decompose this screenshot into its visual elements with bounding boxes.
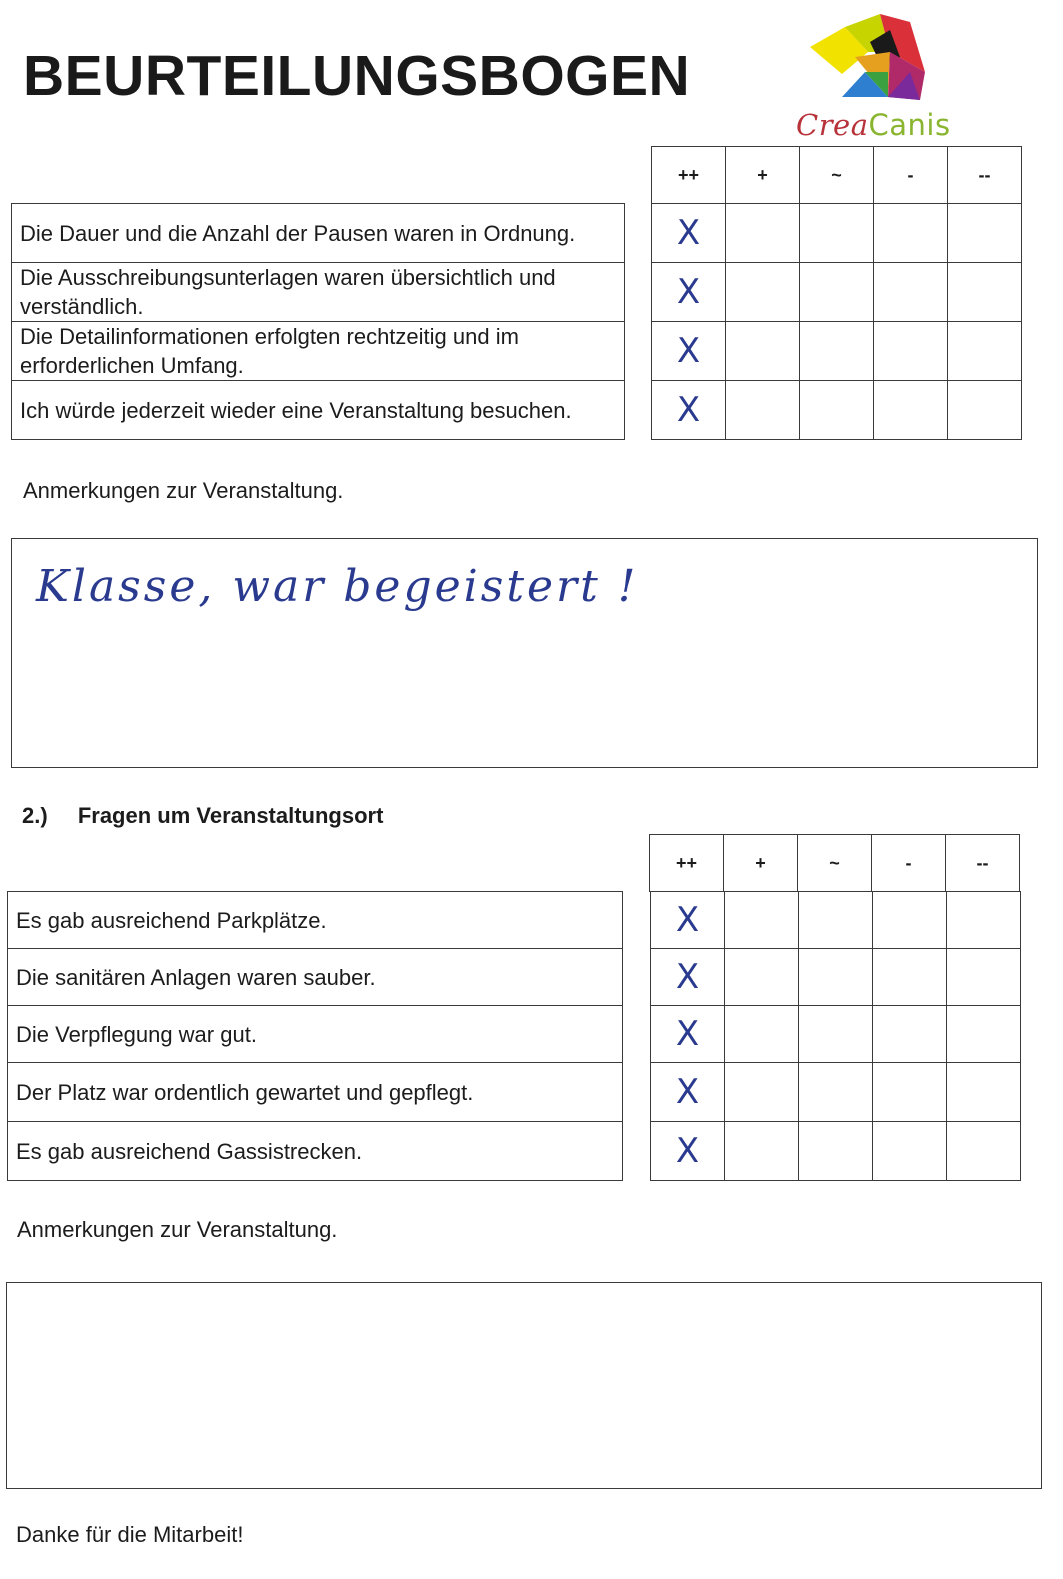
rating-cell[interactable] [725, 949, 799, 1006]
remarks-box-2[interactable] [6, 1282, 1042, 1489]
question-table-2 [7, 891, 623, 1181]
rating-header-cell: ~ [800, 147, 874, 204]
section-title: Fragen um Veranstaltungsort [77, 803, 384, 828]
handwritten-x-mark: X [675, 1014, 700, 1054]
rating-cell[interactable] [874, 263, 948, 322]
rating-cell[interactable] [725, 1006, 799, 1063]
logo-text-crea: Crea [796, 108, 869, 142]
remarks-box-1[interactable] [11, 538, 1038, 768]
rating-cell-selected[interactable] [652, 381, 726, 440]
rating-cell[interactable] [948, 381, 1022, 440]
question-cell: Die Dauer und die Anzahl der Pausen waren in Ordnung. [12, 204, 625, 263]
rating-cell[interactable] [873, 1006, 947, 1063]
rating-header-1 [651, 146, 1022, 204]
question-cell: Der Platz war ordentlich gewartet und gepflegt. [8, 1063, 623, 1122]
question-cell: Die Detailinformationen erfolgten rechtzeitig und im erforderlichen Umfang. [12, 322, 625, 381]
rating-header-cell: ++ [650, 835, 724, 892]
rating-header-cell: -- [948, 147, 1022, 204]
page-title: BEURTEILUNGSBOGEN [23, 44, 691, 108]
rating-cell[interactable] [873, 1063, 947, 1122]
rating-cell[interactable] [947, 949, 1021, 1006]
rating-header-cell: - [874, 147, 948, 204]
rating-cell[interactable] [947, 892, 1021, 949]
rating-grid-2 [650, 891, 1021, 1181]
rating-cell[interactable] [800, 204, 874, 263]
rating-cell[interactable] [726, 322, 800, 381]
handwritten-x-mark: X [676, 272, 701, 312]
handwritten-x-mark: X [676, 331, 701, 371]
question-cell: Es gab ausreichend Parkplätze. [8, 892, 623, 949]
handwritten-x-mark: X [676, 213, 701, 253]
rating-cell[interactable] [725, 1063, 799, 1122]
rating-cell[interactable] [799, 1063, 873, 1122]
thanks-text: Danke für die Mitarbeit! [16, 1522, 244, 1547]
rating-cell[interactable] [948, 204, 1022, 263]
rating-header-cell: ++ [652, 147, 726, 204]
rating-cell[interactable] [874, 322, 948, 381]
rating-cell[interactable] [948, 322, 1022, 381]
rating-cell[interactable] [948, 263, 1022, 322]
question-cell: Die Ausschreibungsunterlagen waren übersichtlich und verständlich. [12, 263, 625, 322]
rating-header-2 [649, 834, 1020, 892]
rating-cell[interactable] [800, 381, 874, 440]
rating-cell-selected[interactable] [652, 204, 726, 263]
rating-cell[interactable] [725, 1122, 799, 1181]
rating-cell[interactable] [799, 892, 873, 949]
handwritten-x-mark: X [675, 900, 700, 940]
handwritten-x-mark: X [676, 390, 701, 430]
rating-cell[interactable] [800, 263, 874, 322]
handwritten-x-mark: X [675, 957, 700, 997]
rating-header-cell: ~ [798, 835, 872, 892]
rating-cell[interactable] [799, 1006, 873, 1063]
rating-cell[interactable] [726, 204, 800, 263]
rating-cell-selected[interactable] [651, 1006, 725, 1063]
logo-text [796, 108, 951, 142]
rating-cell[interactable] [725, 892, 799, 949]
remarks-label-2: Anmerkungen zur Veranstaltung. [17, 1217, 338, 1242]
rating-header-cell: + [724, 835, 798, 892]
question-cell: Ich würde jederzeit wieder eine Veranstaltung besuchen. [12, 381, 625, 440]
question-cell: Die sanitären Anlagen waren sauber. [8, 949, 623, 1006]
rating-cell[interactable] [947, 1122, 1021, 1181]
question-cell: Es gab ausreichend Gassistrecken. [8, 1122, 623, 1181]
rating-cell-selected[interactable] [651, 1063, 725, 1122]
logo-text-canis: Canis [868, 108, 951, 142]
rating-cell-selected[interactable] [651, 892, 725, 949]
handwritten-x-mark: X [675, 1131, 700, 1171]
rating-header-cell: + [726, 147, 800, 204]
rating-grid-1 [651, 203, 1022, 440]
rating-cell[interactable] [873, 892, 947, 949]
rating-cell-selected[interactable] [652, 322, 726, 381]
rating-header-cell: -- [946, 835, 1020, 892]
rating-cell[interactable] [874, 381, 948, 440]
rating-cell-selected[interactable] [651, 949, 725, 1006]
rating-cell[interactable] [874, 204, 948, 263]
rating-cell[interactable] [873, 949, 947, 1006]
section-heading-2 [22, 803, 383, 829]
rating-header-cell: - [872, 835, 946, 892]
rating-cell[interactable] [799, 949, 873, 1006]
rating-cell[interactable] [726, 381, 800, 440]
question-cell: Die Verpflegung war gut. [8, 1006, 623, 1063]
rating-cell-selected[interactable] [651, 1122, 725, 1181]
rating-cell[interactable] [800, 322, 874, 381]
rating-cell[interactable] [947, 1063, 1021, 1122]
rating-cell[interactable] [873, 1122, 947, 1181]
rating-cell-selected[interactable] [652, 263, 726, 322]
remarks-label-1: Anmerkungen zur Veranstaltung. [23, 478, 344, 503]
rating-cell[interactable] [947, 1006, 1021, 1063]
handwritten-x-mark: X [675, 1072, 700, 1112]
rating-cell[interactable] [726, 263, 800, 322]
rating-cell[interactable] [799, 1122, 873, 1181]
question-table-1 [11, 203, 625, 440]
handwritten-remark: Klasse, war begeistert ! [36, 561, 639, 612]
section-number: 2.) [22, 803, 48, 828]
